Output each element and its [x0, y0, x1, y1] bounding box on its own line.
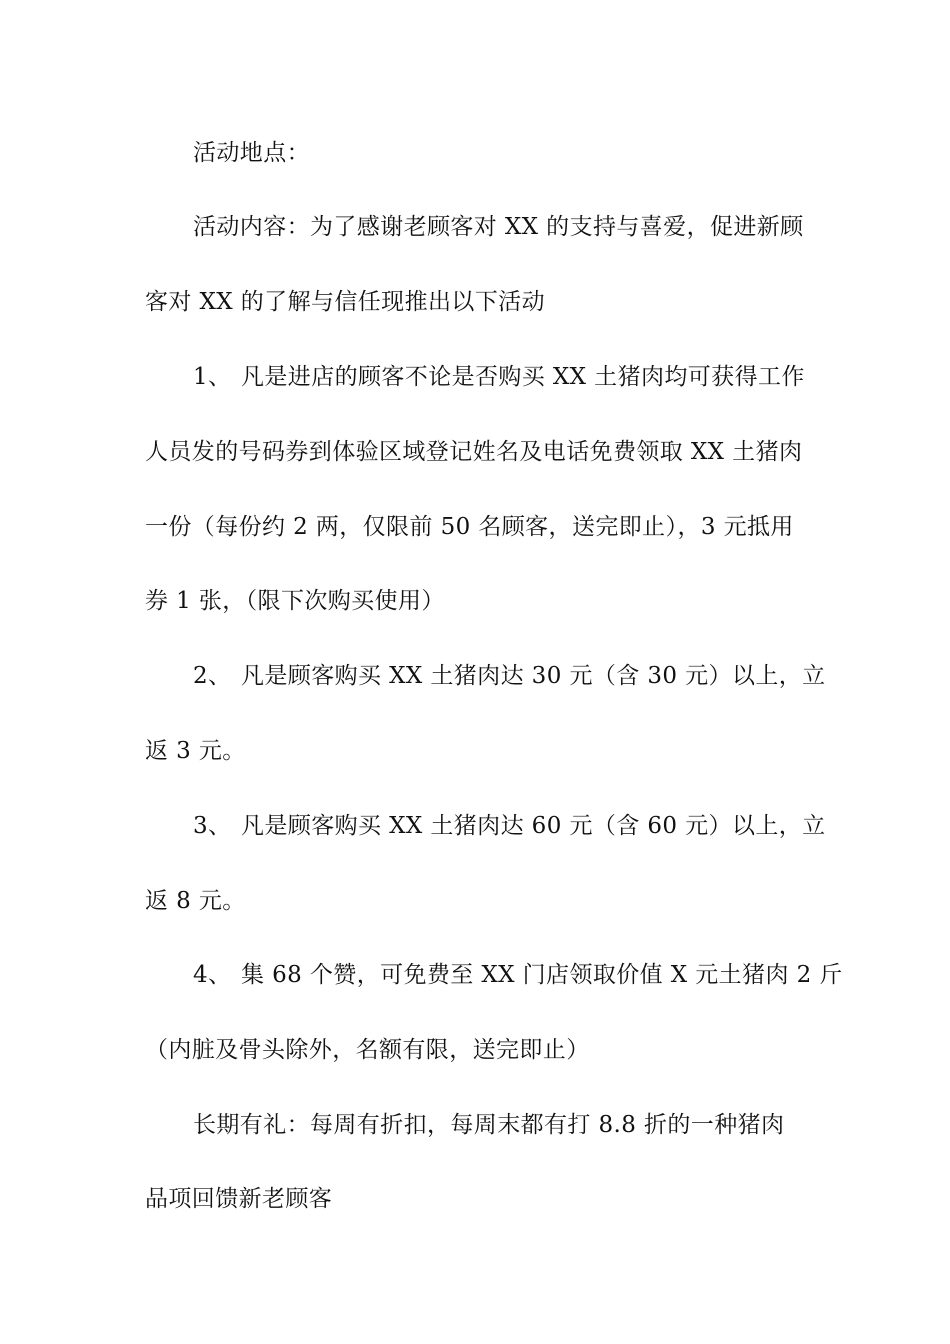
item-4-line-1: [193, 960, 863, 990]
item-3-text: 凡是顾客购买 XX 土猪肉达 60 元（含 60 元）以上，立: [241, 813, 826, 839]
item-1-line-2: 人员发的号码券到体验区域登记姓名及电话免费领取 XX 土猪肉: [145, 439, 803, 465]
item-1-text: 凡是进店的顾客不论是否购买 XX 土猪肉均可获得工作: [241, 364, 805, 390]
item-2-line-2: 返 3 元。: [145, 738, 246, 764]
item-1-number: 1、: [193, 364, 232, 390]
content-paragraph-line-1: 活动内容：为了感谢老顾客对 XX 的支持与喜爱，促进新顾: [193, 214, 804, 240]
item-2-number: 2、: [193, 663, 232, 689]
item-1-line-3: 一份（每份约 2 两，仅限前 50 名顾客，送完即止），3 元抵用: [145, 514, 794, 540]
item-4-text: 集 68 个赞，可免费至 XX 门店领取价值 X 元土猪肉 2 斤: [241, 962, 843, 988]
long-term-gift-line-1: 长期有礼：每周有折扣，每周末都有打 8.8 折的一种猪肉: [193, 1112, 785, 1138]
item-1-line-4: 券 1 张，（限下次购买使用）: [145, 588, 445, 614]
long-term-gift-line-2: 品项回馈新老顾客: [145, 1186, 333, 1212]
item-3-line-2: 返 8 元。: [145, 888, 246, 914]
item-1-line-1: [193, 362, 863, 392]
item-3-line-1: [193, 811, 863, 841]
location-heading: 活动地点：: [193, 140, 310, 166]
content-paragraph-line-2: 客对 XX 的了解与信任现推出以下活动: [145, 289, 545, 315]
item-4-number: 4、: [193, 962, 232, 988]
item-3-number: 3、: [193, 813, 232, 839]
item-2-text: 凡是顾客购买 XX 土猪肉达 30 元（含 30 元）以上，立: [241, 663, 826, 689]
item-4-line-2: （内脏及骨头除外，名额有限，送完即止）: [145, 1037, 590, 1063]
item-2-line-1: [193, 661, 863, 691]
